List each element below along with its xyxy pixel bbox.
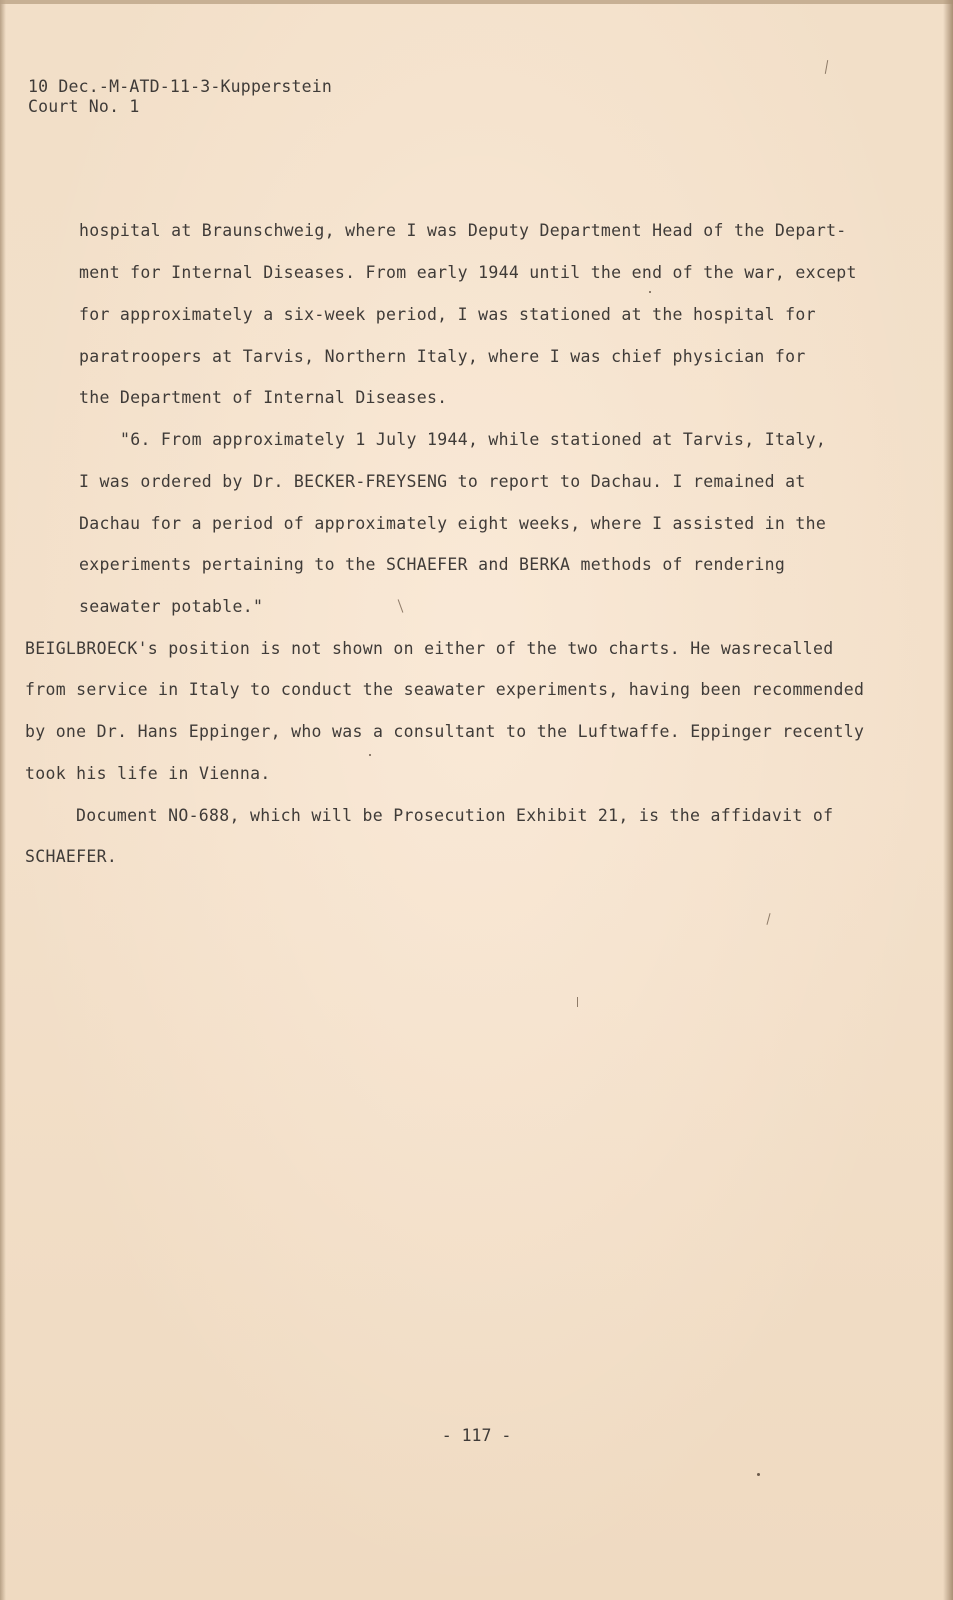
paper-speck xyxy=(757,1473,760,1476)
body-line: seawater potable." xyxy=(79,597,264,616)
paper-speck xyxy=(369,754,371,756)
paper-speck xyxy=(649,291,651,293)
body-line: from service in Italy to conduct the seawater experiments, having been recommended xyxy=(25,680,865,699)
body-line: the Department of Internal Diseases. xyxy=(79,388,448,407)
body-line: took his life in Vienna. xyxy=(25,764,271,783)
body-line: I was ordered by Dr. BECKER-FREYSENG to report to Dachau. I remained at xyxy=(79,472,806,491)
page-edge-left xyxy=(0,0,6,1600)
body-line: Dachau for a period of approximately eight weeks, where I assisted in the xyxy=(79,514,827,533)
header-reference: 10 Dec.-M-ATD-11-3-Kupperstein xyxy=(28,77,333,96)
paper-mark xyxy=(825,60,828,74)
page-edge-right xyxy=(943,0,953,1600)
body-line: paratroopers at Tarvis, Northern Italy, where I was chief physician for xyxy=(79,347,806,366)
body-line: Document NO-688, which will be Prosecution Exhibit 21, is the affidavit of xyxy=(76,806,834,825)
paper-mark xyxy=(577,997,578,1007)
body-line: hospital at Braunschweig, where I was Deputy Department Head of the Depart- xyxy=(79,221,847,240)
body-line: by one Dr. Hans Eppinger, who was a consultant to the Luftwaffe. Eppinger recently xyxy=(25,722,865,741)
body-line: "6. From approximately 1 July 1944, while stationed at Tarvis, Italy, xyxy=(120,430,827,449)
body-line: for approximately a six-week period, I was stationed at the hospital for xyxy=(79,305,816,324)
page-number: - 117 - xyxy=(441,1426,512,1445)
body-line: BEIGLBROECK's position is not shown on either of the two charts. He wasrecalled xyxy=(25,639,834,658)
body-line: SCHAEFER. xyxy=(25,847,118,866)
body-line: ment for Internal Diseases. From early 1944 until the end of the war, except xyxy=(79,263,857,282)
body-line: experiments pertaining to the SCHAEFER and BERKA methods of rendering xyxy=(79,555,786,574)
paper-mark xyxy=(766,913,770,925)
paper-mark xyxy=(398,599,404,612)
page-edge-top xyxy=(0,0,953,4)
header-court: Court No. 1 xyxy=(28,97,140,116)
